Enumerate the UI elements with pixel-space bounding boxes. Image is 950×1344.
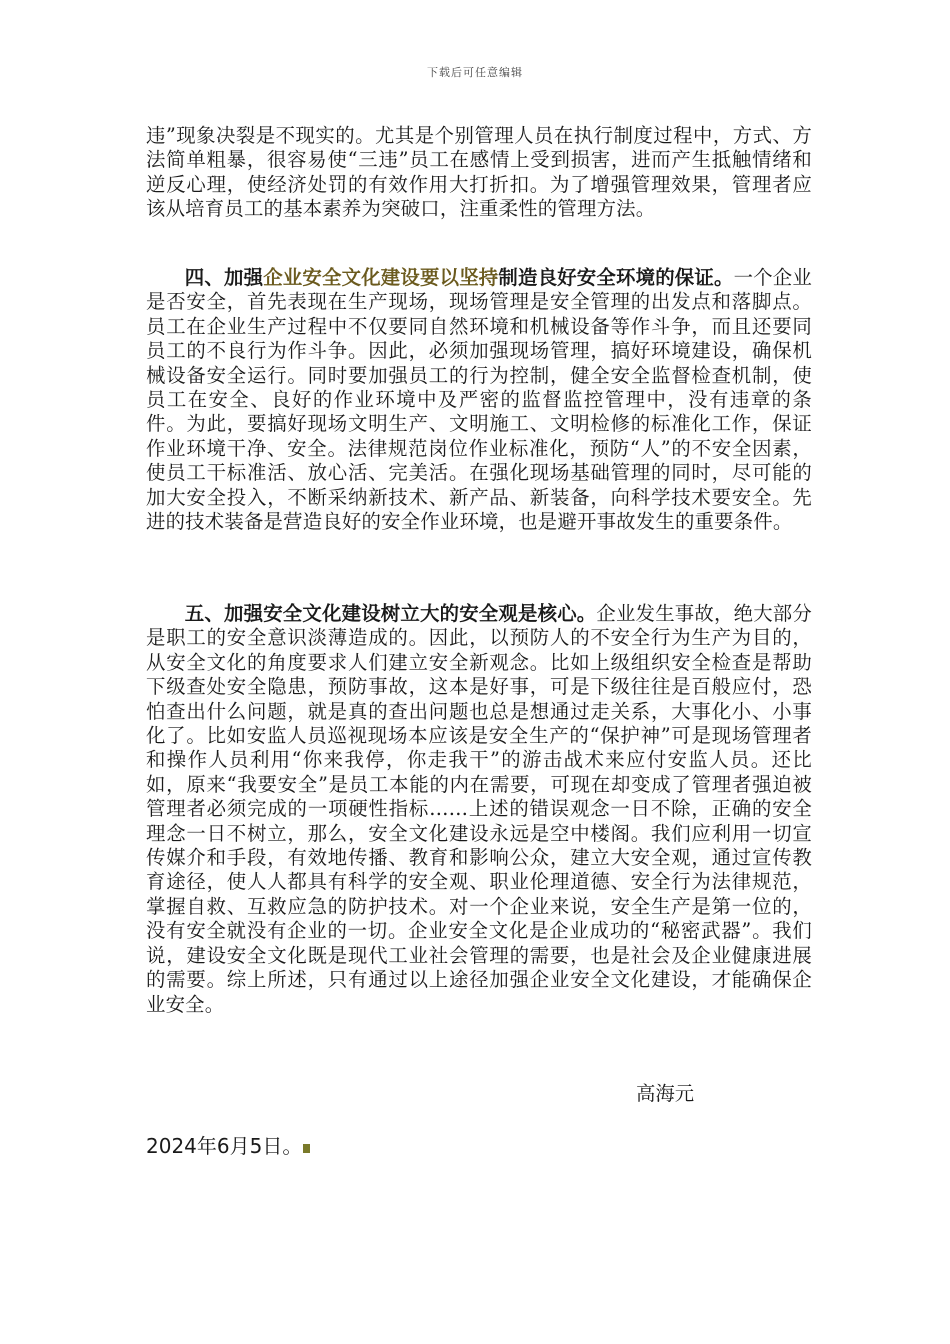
date-text: 2024年6月5日。 — [146, 1134, 303, 1158]
date-line — [146, 1130, 310, 1159]
section-5-heading: 五、加强安全文化建设树立大的安全观是核心。 — [184, 602, 597, 625]
section-5-body: 企业发生事故，绝大部分是职工的安全意识淡薄造成的。因此，以预防人的不安全行为生产为目的，从安全文化的角度要求人们建立安全新观念。比如上级组织安全检查是帮助下级查处安全隐患，预防事故，这本是好事，可是下级往往是百般应付，恐怕查出什么问题，就是真的查出问题也总是想通过走关系，大事化小、小事化了。比如安监人员巡视现场本应该是安全生产的“保护神”可是现场管理者和操作人员利用“你来我停，你走我干”的游击战术来应付安监人员。还比如，原来“我要安全”是员工本能的内在需要，可现在却变成了管理者强迫被管理者必须完成的一项硬性指标……上述的错误观念一日不除，正确的安全理念一日不树立，那么，安全文化建设永远是空中楼阁。我们应利用一切宣传媒介和手段，有效地传播、教育和影响公众，建立大安全观，通过宣传教育途径，使人人都具有科学的安全观、职业伦理道德、安全行为法律规范，掌握自救、互救应急的防护技术。对一个企业来说，安全生产是第一位的，没有安全就没有企业的一切。企业安全文化是企业成功的“秘密武器”。我们说，建设安全文化既是现代工业社会管理的需要，也是社会及企业健康进展的需要。综上所述，只有通过以上途径加强企业安全文化建设，才能确保企业安全。 — [146, 602, 812, 1016]
paragraph-mark-icon — [303, 1144, 310, 1153]
section-4-body: 一个企业是否安全，首先表现在生产现场，现场管理是安全管理的出发点和落脚点。员工在企业生产过程中不仅要同自然环境和机械设备等作斗争，而且还要同员工的不良行为作斗争。因此，必须加强现场管理，搞好环境建设，确保机械设备安全运行。同时要加强员工的行为控制，健全安全监督检查机制，使员工在安全、良好的作业环境中及严密的监督监控管理中，没有违章的条件。为此，要搞好现场文明生产、文明施工、文明检修的标准化工作，保证作业环境干净、安全。法律规范岗位作业标准化，预防“人”的不安全因素，使员工干标准活、放心活、完美活。在强化现场基础管理的同时，尽可能的加大安全投入，不断采纳新技术、新产品、新装备，向科学技术要安全。先进的技术装备是营造良好的安全作业环境，也是避开事故发生的重要条件。 — [146, 266, 812, 534]
signature: 高海元 — [636, 1082, 695, 1105]
page-header: 下载后可任意编辑 — [427, 66, 523, 79]
section-4-heading-a: 四、加强 — [184, 266, 264, 289]
paragraph-1: 违”现象决裂是不现实的。尤其是个别管理人员在执行制度过程中，方式、方法简单粗暴，很容易使“三违”员工在感情上受到损害，进而产生抵触情绪和逆反心理，使经济处罚的有效作用大打折扣。为了增强管理效果，管理者应该从培育员工的基本素养为突破口，注重柔性的管理方法。 — [146, 124, 812, 221]
section-4-heading-b: 企业安全文化建设要以坚持 — [263, 266, 499, 289]
section-4-heading-c: 制造良好安全环境的保证。 — [498, 266, 734, 289]
section-5 — [146, 602, 812, 1017]
section-4 — [146, 266, 812, 534]
